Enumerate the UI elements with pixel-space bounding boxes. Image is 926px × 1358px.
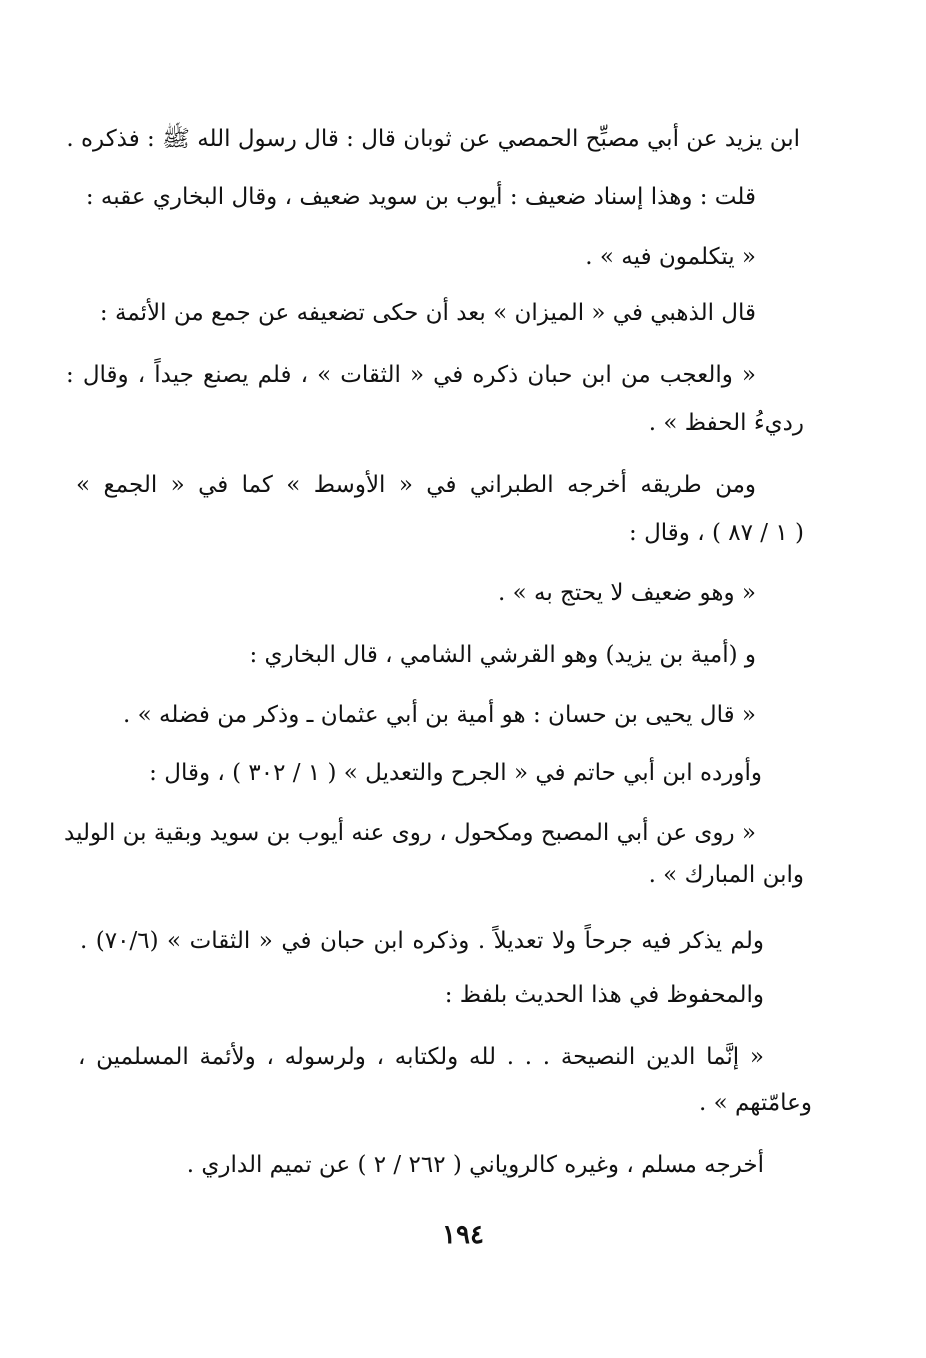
text-line-15: ولم يذكر فيه جرحاً ولا تعديلاً . وذكره ابن حبان في « الثقات » (٧٠/٦) . <box>80 928 764 954</box>
text-line-2: قلت : وهذا إسناد ضعيف : أيوب بن سويد ضعيف ، وقال البخاري عقبه : <box>85 184 756 210</box>
text-line-16: والمحفوظ في هذا الحديث بلفظ : <box>444 982 764 1008</box>
text-line-19: أخرجه مسلم ، وغيره كالروياني ( ٢٦٢ / ٢ ) عن تميم الداري . <box>186 1152 764 1178</box>
text-line-14: وابن المبارك » . <box>648 862 804 888</box>
page-number: ١٩٤ <box>442 1220 484 1250</box>
text-line-11: « قال يحيى بن حسان : هو أمية بن أبي عثمان ـ وذكر من فضله » . <box>123 702 756 728</box>
text-line-10: و (أمية بن يزيد) وهو القرشي الشامي ، قال البخاري : <box>249 642 756 668</box>
text-line-6: رديءُ الحفظ » . <box>648 410 804 436</box>
text-line-4: قال الذهبي في « الميزان » بعد أن حكى تضعيفه عن جمع من الأئمة : <box>99 300 756 326</box>
text-line-8: ( ١ / ٨٧ ) ، وقال : <box>629 520 804 546</box>
text-line-13: « روى عن أبي المصبح ومكحول ، روى عنه أيوب بن سويد وبقية بن الوليد <box>64 820 756 846</box>
text-line-9: « وهو ضعيف لا يحتج به » . <box>497 580 756 606</box>
text-line-3: « يتكلمون فيه » . <box>585 244 756 270</box>
text-line-5: « والعجب من ابن حبان ذكره في « الثقات » ، فلم يصنع جيداً ، وقال : <box>66 362 756 388</box>
text-line-17: « إنَّما الدين النصيحة . . . لله ولكتابه ، ولرسوله ، ولأئمة المسلمين ، <box>78 1044 764 1070</box>
text-line-1: ابن يزيد عن أبي مصبِّح الحمصي عن ثوبان قال : قال رسول الله ﷺ : فذكره . <box>66 126 800 152</box>
text-line-18: وعامّتهم » . <box>698 1090 812 1116</box>
text-line-7: ومن طريقه أخرجه الطبراني في « الأوسط » كما في « الجمع » <box>76 472 756 498</box>
text-line-12: وأورده ابن أبي حاتم في « الجرح والتعديل » ( ١ / ٣٠٢ ) ، وقال : <box>149 760 762 786</box>
